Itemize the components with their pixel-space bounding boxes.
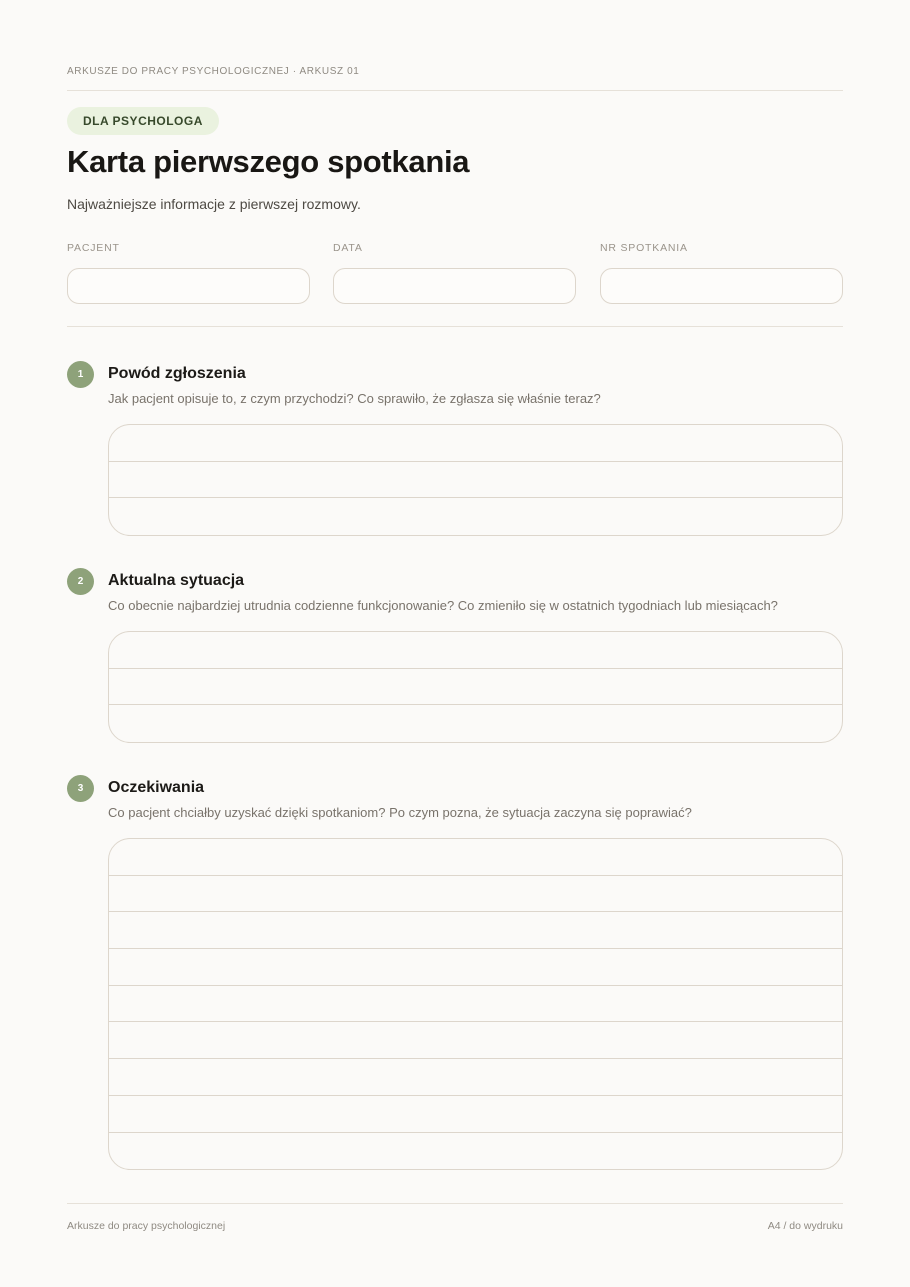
section-title: Oczekiwania — [108, 779, 205, 796]
writing-line[interactable] — [109, 498, 842, 535]
writing-line[interactable] — [109, 1096, 842, 1133]
patient-field-label: PACJENT — [67, 242, 120, 254]
footer-title: Arkusze do pracy psychologicznej — [67, 1220, 226, 1232]
writing-line[interactable] — [109, 1059, 842, 1096]
date-input[interactable] — [333, 268, 576, 304]
section-number-badge: 2 — [67, 568, 94, 595]
writing-line[interactable] — [109, 912, 842, 949]
section-question: Co pacjent chciałby uzyskać dzięki spotkaniom? Po czym pozna, że sytuacja zaczyna się poprawiać? — [108, 805, 692, 820]
session-number-input[interactable] — [600, 268, 843, 304]
writing-line[interactable] — [109, 839, 842, 876]
writing-line[interactable] — [109, 705, 842, 742]
writing-line[interactable] — [109, 986, 842, 1023]
writing-line[interactable] — [109, 1133, 842, 1170]
writing-line[interactable] — [109, 462, 842, 499]
footer-divider — [67, 1203, 843, 1204]
patient-input[interactable] — [67, 268, 310, 304]
writing-line[interactable] — [109, 632, 842, 669]
session-number-field — [600, 242, 843, 304]
footer-format: A4 / do wydruku — [767, 1220, 843, 1232]
section-title: Aktualna sytuacja — [108, 572, 245, 589]
section-question: Jak pacjent opisuje to, z czym przychodzi? Co sprawiło, że zgłasza się właśnie teraz? — [108, 391, 601, 406]
header-divider — [67, 90, 843, 91]
writing-line[interactable] — [109, 425, 842, 462]
answer-area[interactable] — [108, 631, 843, 743]
page-title: Karta pierwszego spotkania — [67, 144, 470, 179]
date-field — [333, 242, 576, 304]
fields-divider — [67, 326, 843, 327]
running-head: ARKUSZE DO PRACY PSYCHOLOGICZNEJ · ARKUSZ 01 — [67, 66, 360, 77]
section-title: Powód zgłoszenia — [108, 365, 246, 382]
writing-line[interactable] — [109, 669, 842, 706]
section-number-badge: 1 — [67, 361, 94, 388]
answer-area[interactable] — [108, 424, 843, 536]
answer-area[interactable] — [108, 838, 843, 1170]
session-number-field-label: NR SPOTKANIA — [600, 242, 688, 254]
date-field-label: DATA — [333, 242, 363, 254]
worksheet-page — [67, 0, 843, 1287]
section-number-badge: 3 — [67, 775, 94, 802]
writing-line[interactable] — [109, 876, 842, 913]
patient-field — [67, 242, 310, 304]
writing-line[interactable] — [109, 1022, 842, 1059]
section-question: Co obecnie najbardziej utrudnia codzienne funkcjonowanie? Co zmieniło się w ostatnich tygodniach lub miesiącach? — [108, 598, 778, 613]
writing-line[interactable] — [109, 949, 842, 986]
page-subtitle: Najważniejsze informacje z pierwszej rozmowy. — [67, 196, 361, 212]
audience-badge: DLA PSYCHOLOGA — [67, 107, 219, 135]
